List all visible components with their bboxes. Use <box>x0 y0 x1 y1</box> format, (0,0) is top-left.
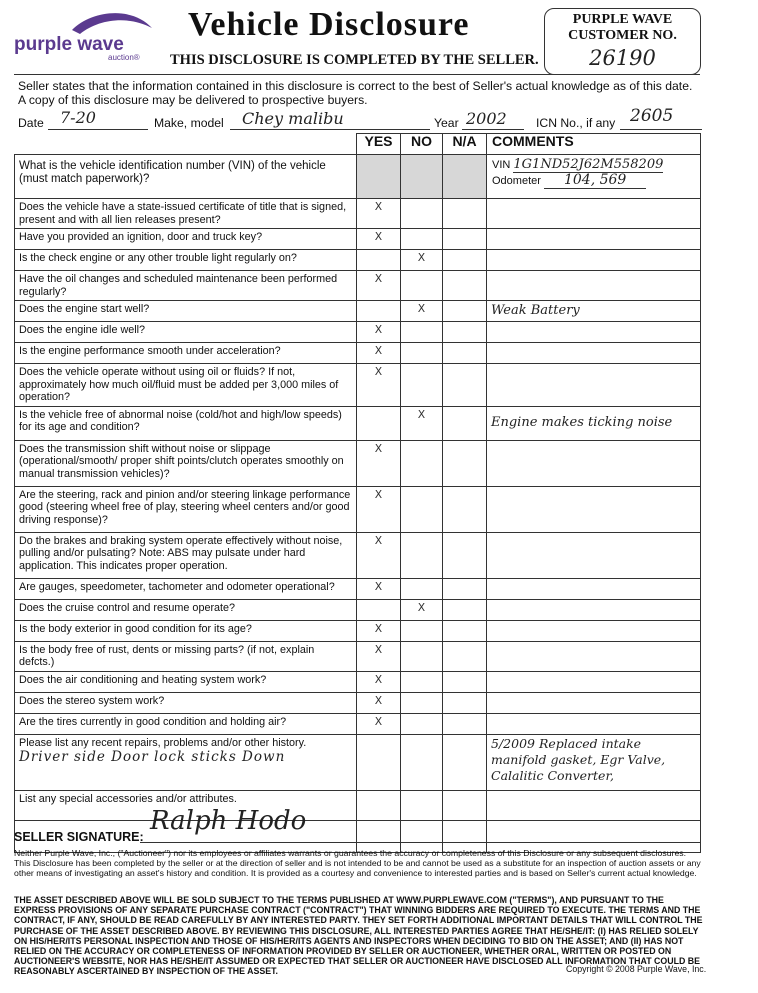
question-row <box>15 532 701 578</box>
question-text: Does the cruise control and resume operate? <box>15 599 357 620</box>
terms-text: THE ASSET DESCRIBED ABOVE WILL BE SOLD SUBJECT TO THE TERMS PUBLISHED AT WWW.PURPLEWAVE.COM ("TERMS"), AND PURSUANT TO THE EXPRESS PROVISIONS OF ANY SEPARATE PURCHASE CONTRACT ("CONTRACT") THAT WINNING BIDDERS ARE REQUIRED TO EXECUTE. THE TERMS AND THE CONTRACT, IF ANY, SHOULD BE READ CAREFULLY BY ANY INTERESTED PARTY. THEY SET FORTH ADDITIONAL IMPORTANT DETAILS THAT WILL CONTROL THE PURCHASE OF THE ASSET DESCRIBED ABOVE. BY REVIEWING THIS DISCLOSURE, ALL INTERESTED PARTIES AGREE THAT HE/SHE/IT: (I) HAS RELIED SOLELY ON HIS/HER/ITS PERSONAL INSPECTION AND THOSE OF HIS/HER/ITS AGENTS AND INSPECTORS WHEN DECIDING TO BID ON THE ASSET; AND (II) HAS NOT RELIED ON THE ACCURACY OR COMPLETENESS OF INFORMATION PROVIDED BY SELLER OR AUCTIONEER, WHETHER ORAL, WRITTEN OR POSTED ON AUCTIONEER'S WEBSITE, NOR HAS HE/SHE/IT ASSUMED OR EXPECTED THAT SELLER OR AUCTIONEER HAVE DISCLOSED ALL INFORMATION THAT COULD BE REASONABLY ASCERTAINED BY INSPECTION OF THE ASSET. <box>14 895 703 977</box>
date-label: Date <box>18 116 44 130</box>
no-checkbox[interactable] <box>401 322 443 343</box>
yes-checkbox[interactable]: X <box>357 578 401 599</box>
comments-column-header: COMMENTS <box>487 134 701 155</box>
seller-signature[interactable]: Ralph Hodo <box>150 806 307 836</box>
repairs-label: Please list any recent repairs, problems and/or other history. <box>19 736 307 749</box>
comment-field[interactable] <box>487 486 701 532</box>
question-row <box>15 692 701 713</box>
question-text: Does the stereo system work? <box>15 692 357 713</box>
vin-field[interactable]: 1G1ND52J62M558209 <box>513 157 664 172</box>
question-row <box>15 671 701 692</box>
vehicle-info-line <box>18 106 708 132</box>
question-text: Does the air conditioning and heating system work? <box>15 671 357 692</box>
yes-checkbox[interactable]: X <box>357 271 401 301</box>
no-checkbox[interactable] <box>401 713 443 734</box>
question-text: Are the tires currently in good condition and holding air? <box>15 713 357 734</box>
yes-checkbox[interactable]: X <box>357 440 401 486</box>
yes-checkbox[interactable] <box>357 250 401 271</box>
question-row <box>15 440 701 486</box>
copyright: Copyright © 2008 Purple Wave, Inc. <box>566 964 707 974</box>
na-checkbox[interactable] <box>443 229 487 250</box>
header-rule <box>14 74 700 75</box>
na-checkbox[interactable] <box>443 199 487 229</box>
yes-checkbox[interactable] <box>357 301 401 322</box>
na-checkbox[interactable] <box>443 713 487 734</box>
no-checkbox[interactable] <box>401 578 443 599</box>
intro-line-2: A copy of this disclosure may be delivered to prospective buyers. <box>18 93 368 107</box>
repairs-answer[interactable]: Driver side Door lock sticks Down <box>19 749 286 765</box>
question-row <box>15 620 701 641</box>
question-text: Is the vehicle free of abnormal noise (cold/hot and high/low speeds) for its age and condition? <box>15 406 357 440</box>
yes-checkbox[interactable]: X <box>357 671 401 692</box>
question-row <box>15 406 701 440</box>
comment-field[interactable] <box>487 322 701 343</box>
make-model-field[interactable]: Chey malibu <box>242 109 344 128</box>
comment-field[interactable]: Weak Battery <box>487 301 701 322</box>
na-checkbox[interactable] <box>443 692 487 713</box>
no-checkbox[interactable]: X <box>401 599 443 620</box>
yes-checkbox[interactable]: X <box>357 486 401 532</box>
question-text: Are the steering, rack and pinion and/or steering linkage performance good (steering wheel free of play, steering wheel centers and/or good driving response)? <box>15 486 357 532</box>
question-text: Does the vehicle operate without using oil or fluids? If not, approximately how much oil/fluid must be added per 3,000 miles of operation? <box>15 364 357 407</box>
repairs-comment[interactable]: 5/2009 Replaced intake manifold gasket, Egr Valve, Calalitic Converter, <box>487 734 701 790</box>
logo-sub-text: auction® <box>108 53 140 62</box>
question-row <box>15 343 701 364</box>
comment-field[interactable] <box>487 343 701 364</box>
question-row <box>15 578 701 599</box>
comment-field[interactable] <box>487 713 701 734</box>
comment-field[interactable]: Engine makes ticking noise <box>487 406 701 440</box>
form-title: Vehicle Disclosure <box>188 6 470 43</box>
na-checkbox[interactable] <box>443 322 487 343</box>
question-text: Do the brakes and braking system operate effectively without noise, pulling and/or pulsating? Note: ABS may pulsate under hard application. This indicates proper operation. <box>15 532 357 578</box>
comment-field[interactable] <box>487 578 701 599</box>
comment-field[interactable] <box>487 440 701 486</box>
na-checkbox[interactable] <box>443 440 487 486</box>
question-text: Are gauges, speedometer, tachometer and odometer operational? <box>15 578 357 599</box>
no-checkbox[interactable] <box>401 199 443 229</box>
question-text: Is the body exterior in good condition for its age? <box>15 620 357 641</box>
no-checkbox[interactable] <box>401 440 443 486</box>
yes-checkbox[interactable]: X <box>357 692 401 713</box>
question-text: Is the engine performance smooth under acceleration? <box>15 343 357 364</box>
question-row <box>15 229 701 250</box>
date-field[interactable]: 7-20 <box>60 108 96 127</box>
question-row <box>15 199 701 229</box>
yes-checkbox[interactable] <box>357 599 401 620</box>
na-checkbox[interactable] <box>443 532 487 578</box>
no-checkbox[interactable] <box>401 532 443 578</box>
question-row <box>15 641 701 671</box>
na-checkbox[interactable] <box>443 250 487 271</box>
question-row <box>15 301 701 322</box>
year-label: Year <box>434 116 459 130</box>
question-row <box>15 599 701 620</box>
repairs-cell <box>15 734 357 790</box>
yes-checkbox[interactable]: X <box>357 343 401 364</box>
odometer-label: Odometer <box>492 174 541 187</box>
yes-checkbox[interactable]: X <box>357 364 401 407</box>
na-checkbox[interactable] <box>443 343 487 364</box>
na-checkbox[interactable] <box>443 578 487 599</box>
disclosure-table <box>14 133 701 853</box>
comment-field[interactable] <box>487 229 701 250</box>
vin-label: VIN <box>492 159 511 171</box>
yes-checkbox[interactable]: X <box>357 532 401 578</box>
wave-logo-icon <box>12 10 162 62</box>
no-checkbox[interactable] <box>401 229 443 250</box>
logo-brand-text: purple wave <box>14 34 124 55</box>
no-checkbox[interactable]: X <box>401 406 443 440</box>
question-text: Does the engine idle well? <box>15 322 357 343</box>
icn-label: ICN No., if any <box>536 116 616 130</box>
na-checkbox[interactable] <box>443 671 487 692</box>
no-checkbox[interactable] <box>401 364 443 407</box>
vin-row <box>15 155 701 199</box>
comment-field[interactable] <box>487 532 701 578</box>
question-text: Does the transmission shift without noise or slippage (operational/smooth/ proper shift points/clutch operates smoothly on manual transmission vehicles)? <box>15 440 357 486</box>
disclaimer-text: Neither Purple Wave, Inc., ("Auctioneer") nor its employees or affiliates warrants or guarantees the accuracy or completeness of this Disclosure or any subsequent disclosures. This Disclosure has been completed by the seller or at the direction of seller and is not intended to be and cannot be used as a substitute for an inspection of auction assets or any other means of investigating an asset's history and condition. It is provided as a courtesy and convenience to interested parties and is based on Seller's current actual knowledge. <box>14 848 701 878</box>
yes-checkbox[interactable]: X <box>357 713 401 734</box>
na-checkbox[interactable] <box>443 271 487 301</box>
comment-field[interactable] <box>487 199 701 229</box>
na-checkbox[interactable] <box>443 406 487 440</box>
na-checkbox[interactable] <box>443 486 487 532</box>
comment-field[interactable] <box>487 599 701 620</box>
comment-field[interactable] <box>487 250 701 271</box>
no-checkbox[interactable]: X <box>401 250 443 271</box>
signature-rule <box>14 820 700 821</box>
vin-comment-cell <box>487 155 701 199</box>
repairs-row <box>15 734 701 790</box>
comment-field[interactable] <box>487 271 701 301</box>
comment-field[interactable] <box>487 364 701 407</box>
icn-field[interactable]: 2605 <box>630 106 674 126</box>
no-checkbox[interactable] <box>401 486 443 532</box>
yes-checkbox[interactable]: X <box>357 199 401 229</box>
question-row <box>15 250 701 271</box>
vin-question: What is the vehicle identification number (VIN) of the vehicle (must match paperwork)? <box>15 155 357 199</box>
question-row <box>15 486 701 532</box>
table-header-row <box>15 134 701 155</box>
customer-label-2: CUSTOMER NO. <box>568 28 677 43</box>
purple-wave-logo <box>12 10 162 62</box>
na-checkbox[interactable] <box>443 599 487 620</box>
question-row <box>15 322 701 343</box>
make-model-label: Make, model <box>154 116 224 130</box>
comment-field[interactable] <box>487 692 701 713</box>
yes-checkbox[interactable]: X <box>357 620 401 641</box>
comment-field[interactable] <box>487 641 701 671</box>
yes-column-header: YES <box>357 134 401 155</box>
na-checkbox[interactable] <box>443 641 487 671</box>
intro-text <box>18 79 708 107</box>
question-text: Is the body free of rust, dents or missing parts? (if not, explain defcts.) <box>15 641 357 671</box>
na-checkbox[interactable] <box>443 620 487 641</box>
yes-checkbox[interactable]: X <box>357 229 401 250</box>
customer-number-box <box>544 8 701 75</box>
year-field[interactable]: 2002 <box>466 109 507 128</box>
accessories-label: List any special accessories and/or attributes. <box>19 792 237 805</box>
no-checkbox[interactable]: X <box>401 301 443 322</box>
na-checkbox[interactable] <box>443 364 487 407</box>
question-text: Does the engine start well? <box>15 301 357 322</box>
intro-line-1: Seller states that the information contained in this disclosure is correct to the best of Seller's actual knowledge as of this date. <box>18 79 693 93</box>
customer-number-value[interactable]: 26190 <box>589 46 656 70</box>
yes-checkbox[interactable]: X <box>357 641 401 671</box>
comment-field[interactable] <box>487 620 701 641</box>
no-checkbox[interactable] <box>401 641 443 671</box>
signature-underline <box>140 842 700 843</box>
question-text: Does the vehicle have a state-issued certificate of title that is signed, present and with all lien releases present? <box>15 199 357 229</box>
na-checkbox[interactable] <box>443 301 487 322</box>
no-checkbox[interactable] <box>401 671 443 692</box>
na-column-header: N/A <box>443 134 487 155</box>
customer-label-1: PURPLE WAVE <box>572 12 673 27</box>
no-checkbox[interactable] <box>401 343 443 364</box>
no-checkbox[interactable] <box>401 271 443 301</box>
question-text: Have you provided an ignition, door and truck key? <box>15 229 357 250</box>
question-text: Have the oil changes and scheduled maintenance been performed regularly? <box>15 271 357 301</box>
yes-checkbox[interactable] <box>357 406 401 440</box>
odometer-field[interactable]: 104, 569 <box>544 172 646 189</box>
no-checkbox[interactable] <box>401 692 443 713</box>
no-checkbox[interactable] <box>401 620 443 641</box>
no-column-header: NO <box>401 134 443 155</box>
question-text: Is the check engine or any other trouble light regularly on? <box>15 250 357 271</box>
question-row <box>15 271 701 301</box>
form-subtitle: THIS DISCLOSURE IS COMPLETED BY THE SELLER. <box>170 52 539 68</box>
yes-checkbox[interactable]: X <box>357 322 401 343</box>
signature-label: SELLER SIGNATURE: <box>14 830 144 844</box>
question-row <box>15 713 701 734</box>
comment-field[interactable] <box>487 671 701 692</box>
question-row <box>15 364 701 407</box>
